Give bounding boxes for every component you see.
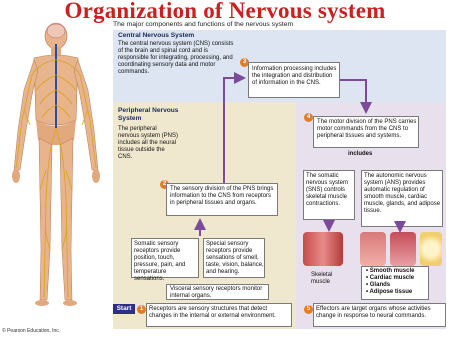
step-number-5: 5: [304, 305, 313, 314]
cns-text: The central nervous system (CNS) consists of the brain and spinal cord and is responsible for integrating, processing, and coordinating sensory data and motor commands.: [118, 41, 234, 75]
somatic-ns-text: The somatic nervous system (SNS) controls skeletal muscle contractions.: [306, 173, 349, 207]
special-receptors-text: Special sensory receptors provide sensations of smell, taste, vision, balance, and hearing.: [206, 241, 264, 275]
skeletal-muscle-label: Skeletal muscle: [311, 272, 333, 285]
receptors-def-text: Receptors are sensory structures that detect changes in the internal or external environment.: [149, 306, 276, 319]
info-processing-text: Information processing includes the integration and distribution of information in the CNS.: [252, 66, 337, 86]
sensory-division-text: The sensory division of the PNS brings information to the CNS from receptors in peripheral tissues and organs.: [170, 186, 274, 206]
pns-text: The peripheral nervous system (PNS) includes all the neural tissue outside the CNS.: [118, 126, 179, 160]
motor-division-text: The motor division of the PNS carries motor commands from the CNS to peripheral tissues and systems.: [317, 119, 417, 139]
autonomic-ns-text: The autonomic nervous system (ANS) provides automatic regulation of smooth muscle, cardiac muscle, glands, and adipose tissue.: [364, 173, 441, 214]
pns-heading: Peripheral Nervous System: [118, 107, 179, 122]
somatic-receptors-text: Somatic sensory receptors provide position, touch, pressure, pain, and temperature sensations.: [134, 241, 186, 282]
start-badge: Start: [113, 304, 135, 314]
slide-title: Organization of Nervous system: [64, 0, 386, 23]
step-number-1: 1: [137, 305, 146, 314]
copyright: © Pearson Education, Inc.: [2, 328, 61, 334]
arrow-sensory-to-cns: [224, 78, 244, 183]
effector-item-2: • Cardiac muscle: [366, 275, 415, 281]
includes-label: includes: [348, 151, 373, 157]
cns-heading: Central Nervous System: [118, 32, 195, 39]
step-number-3: 3: [240, 58, 249, 67]
figure-subtitle: The major components and functions of the nervous system: [113, 21, 294, 28]
step-number-2: 2: [160, 180, 169, 189]
arrow-cns-to-motor: [340, 80, 366, 112]
effector-item-3: • Glands: [366, 282, 391, 288]
visceral-receptors-text: Visceral sensory receptors monitor internal organs.: [170, 286, 263, 299]
effector-item-4: • Adipose tissue: [366, 289, 413, 295]
step-number-4: 4: [304, 113, 313, 122]
effectors-def-text: Effectors are target organs whose activities change in response to neural commands.: [316, 306, 431, 319]
effector-item-1: • Smooth muscle: [366, 268, 415, 274]
